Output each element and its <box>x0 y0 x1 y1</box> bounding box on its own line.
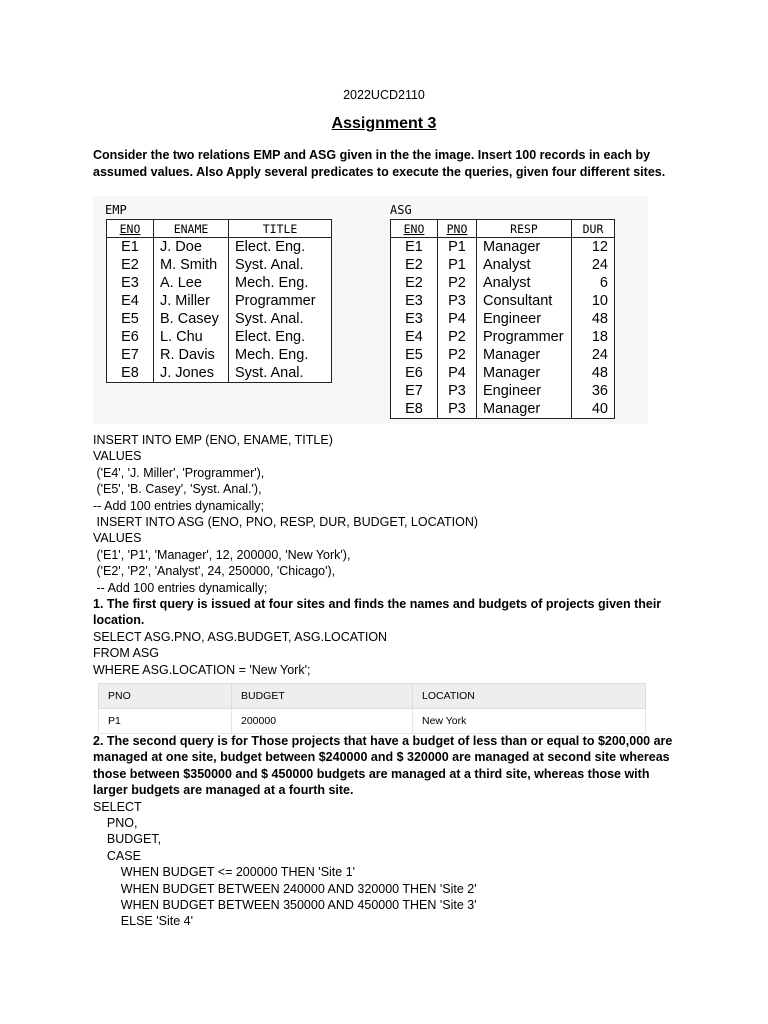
code-line: WHEN BUDGET BETWEEN 240000 AND 320000 THEN 'Site 2' <box>93 881 477 896</box>
table-cell: P2 <box>438 328 477 346</box>
table-cell: J. Jones <box>154 364 229 383</box>
emp-row <box>107 256 332 274</box>
table-cell: P1 <box>438 256 477 274</box>
asg-row <box>391 382 615 400</box>
table-cell: Engineer <box>477 310 572 328</box>
asg-table <box>390 219 615 419</box>
emp-relation-name: EMP <box>105 203 127 217</box>
asg-col-resp: RESP <box>477 220 572 238</box>
result-col-location: LOCATION <box>413 684 646 709</box>
table-cell: J. Doe <box>154 238 229 257</box>
result-col-pno: PNO <box>99 684 232 709</box>
asg-row <box>391 238 615 257</box>
table-cell: Engineer <box>477 382 572 400</box>
code-line: CASE <box>93 848 141 863</box>
roll-number: 2022UCD2110 <box>343 88 425 102</box>
table-cell: Elect. Eng. <box>229 328 332 346</box>
asg-row <box>391 346 615 364</box>
table-cell: E8 <box>391 400 438 419</box>
code-line: -- Add 100 entries dynamically; <box>93 498 264 513</box>
table-cell: P4 <box>438 310 477 328</box>
table-cell: A. Lee <box>154 274 229 292</box>
table-cell: P3 <box>438 382 477 400</box>
table-cell: Syst. Anal. <box>229 310 332 328</box>
emp-row <box>107 364 332 383</box>
table-cell: B. Casey <box>154 310 229 328</box>
asg-col-eno: ENO <box>391 220 438 238</box>
table-cell: 48 <box>572 364 615 382</box>
asg-row <box>391 292 615 310</box>
code-line: VALUES <box>93 531 142 546</box>
table-cell: Mech. Eng. <box>229 346 332 364</box>
table-cell: Manager <box>477 346 572 364</box>
table-cell: Manager <box>477 400 572 419</box>
table-cell: M. Smith <box>154 256 229 274</box>
emp-row <box>107 238 332 257</box>
query2-heading: 2. The second query is for Those projects that have a budget of less than or equal to $200,000 are managed at one site, budget between $240000 and $ 320000 are managed at second site whereas those between $350000 and $ 450000 budgets are managed at a third site, whereas those with larger budgets are managed at a fourth site. <box>93 734 673 798</box>
table-cell: 48 <box>572 310 615 328</box>
query2-block <box>93 733 683 930</box>
result-cell: New York <box>413 709 646 734</box>
table-cell: E8 <box>107 364 154 383</box>
code-line: WHEN BUDGET <= 200000 THEN 'Site 1' <box>93 865 356 880</box>
table-cell: Consultant <box>477 292 572 310</box>
code-line: INSERT INTO EMP (ENO, ENAME, TITLE) <box>93 433 333 447</box>
result-cell: 200000 <box>232 709 413 734</box>
code-line: INSERT INTO ASG (ENO, PNO, RESP, DUR, BUDGET, LOCATION) <box>93 515 479 530</box>
asg-col-dur: DUR <box>572 220 615 238</box>
asg-row <box>391 310 615 328</box>
table-cell: 12 <box>572 238 615 257</box>
table-cell: E6 <box>107 328 154 346</box>
emp-row <box>107 274 332 292</box>
table-cell: E3 <box>391 292 438 310</box>
table-cell: 36 <box>572 382 615 400</box>
asg-relation-name: ASG <box>390 203 412 217</box>
table-cell: Analyst <box>477 256 572 274</box>
asg-col-pno: PNO <box>438 220 477 238</box>
code-line: WHERE ASG.LOCATION = 'New York'; <box>93 662 311 677</box>
table-cell: 6 <box>572 274 615 292</box>
table-cell: E3 <box>107 274 154 292</box>
page-title: Assignment 3 <box>331 115 437 132</box>
table-cell: E2 <box>391 256 438 274</box>
code-line: ('E2', 'P2', 'Analyst', 24, 250000, 'Chicago'), <box>93 564 336 579</box>
table-cell: E5 <box>391 346 438 364</box>
asg-row <box>391 328 615 346</box>
table-cell: E1 <box>107 238 154 257</box>
code-line: BUDGET, <box>93 832 162 847</box>
table-cell: E4 <box>107 292 154 310</box>
table-cell: E4 <box>391 328 438 346</box>
intro-paragraph: Consider the two relations EMP and ASG given in the the image. Insert 100 records in each by assumed values. Also Apply several predicates to execute the queries, given four different sites. <box>93 148 666 179</box>
asg-row <box>391 364 615 382</box>
table-cell: 10 <box>572 292 615 310</box>
asg-row <box>391 274 615 292</box>
table-cell: E7 <box>107 346 154 364</box>
table-cell: E2 <box>107 256 154 274</box>
emp-col-title: TITLE <box>229 220 332 238</box>
asg-row <box>391 400 615 419</box>
asg-row <box>391 256 615 274</box>
table-cell: P2 <box>438 274 477 292</box>
emp-col-ename: ENAME <box>154 220 229 238</box>
table-cell: Manager <box>477 364 572 382</box>
table-cell: 18 <box>572 328 615 346</box>
table-row <box>99 709 646 734</box>
table-cell: E2 <box>391 274 438 292</box>
query1-heading: 1. The first query is issued at four sites and finds the names and budgets of projects given their location. <box>93 597 662 628</box>
query1-block <box>93 596 683 678</box>
table-cell: P3 <box>438 292 477 310</box>
emp-row <box>107 310 332 328</box>
table-cell: E6 <box>391 364 438 382</box>
table-cell: P1 <box>438 238 477 257</box>
query1-result-table <box>98 683 646 734</box>
result-col-budget: BUDGET <box>232 684 413 709</box>
code-line: WHEN BUDGET BETWEEN 350000 AND 450000 THEN 'Site 3' <box>93 898 477 913</box>
table-cell: L. Chu <box>154 328 229 346</box>
table-cell: E3 <box>391 310 438 328</box>
table-cell: P2 <box>438 346 477 364</box>
code-line: ('E1', 'P1', 'Manager', 12, 200000, 'New York'), <box>93 547 351 562</box>
code-line: -- Add 100 entries dynamically; <box>93 580 268 595</box>
table-cell: E7 <box>391 382 438 400</box>
table-cell: 24 <box>572 346 615 364</box>
result-cell: P1 <box>99 709 232 734</box>
code-line: PNO, <box>93 816 138 831</box>
code-line: FROM ASG <box>93 646 159 661</box>
emp-row <box>107 328 332 346</box>
code-line: ELSE 'Site 4' <box>93 914 193 929</box>
table-cell: Syst. Anal. <box>229 364 332 383</box>
table-cell: Programmer <box>477 328 572 346</box>
table-cell: Manager <box>477 238 572 257</box>
table-cell: E5 <box>107 310 154 328</box>
table-cell: Mech. Eng. <box>229 274 332 292</box>
table-cell: Syst. Anal. <box>229 256 332 274</box>
emp-row <box>107 292 332 310</box>
insert-code-block <box>93 432 683 596</box>
table-cell: 24 <box>572 256 615 274</box>
table-cell: P4 <box>438 364 477 382</box>
table-cell: Analyst <box>477 274 572 292</box>
code-line: VALUES <box>93 449 142 464</box>
code-line: SELECT ASG.PNO, ASG.BUDGET, ASG.LOCATION <box>93 629 388 644</box>
table-cell: R. Davis <box>154 346 229 364</box>
code-line: ('E5', 'B. Casey', 'Syst. Anal.'), <box>93 482 262 497</box>
table-cell: Programmer <box>229 292 332 310</box>
table-cell: 40 <box>572 400 615 419</box>
table-cell: E1 <box>391 238 438 257</box>
table-cell: P3 <box>438 400 477 419</box>
emp-col-eno: ENO <box>107 220 154 238</box>
emp-row <box>107 346 332 364</box>
code-line: ('E4', 'J. Miller', 'Programmer'), <box>93 465 265 480</box>
table-cell: J. Miller <box>154 292 229 310</box>
emp-table <box>106 219 332 383</box>
relations-figure <box>93 196 648 424</box>
table-cell: Elect. Eng. <box>229 238 332 257</box>
code-line: SELECT <box>93 799 142 814</box>
